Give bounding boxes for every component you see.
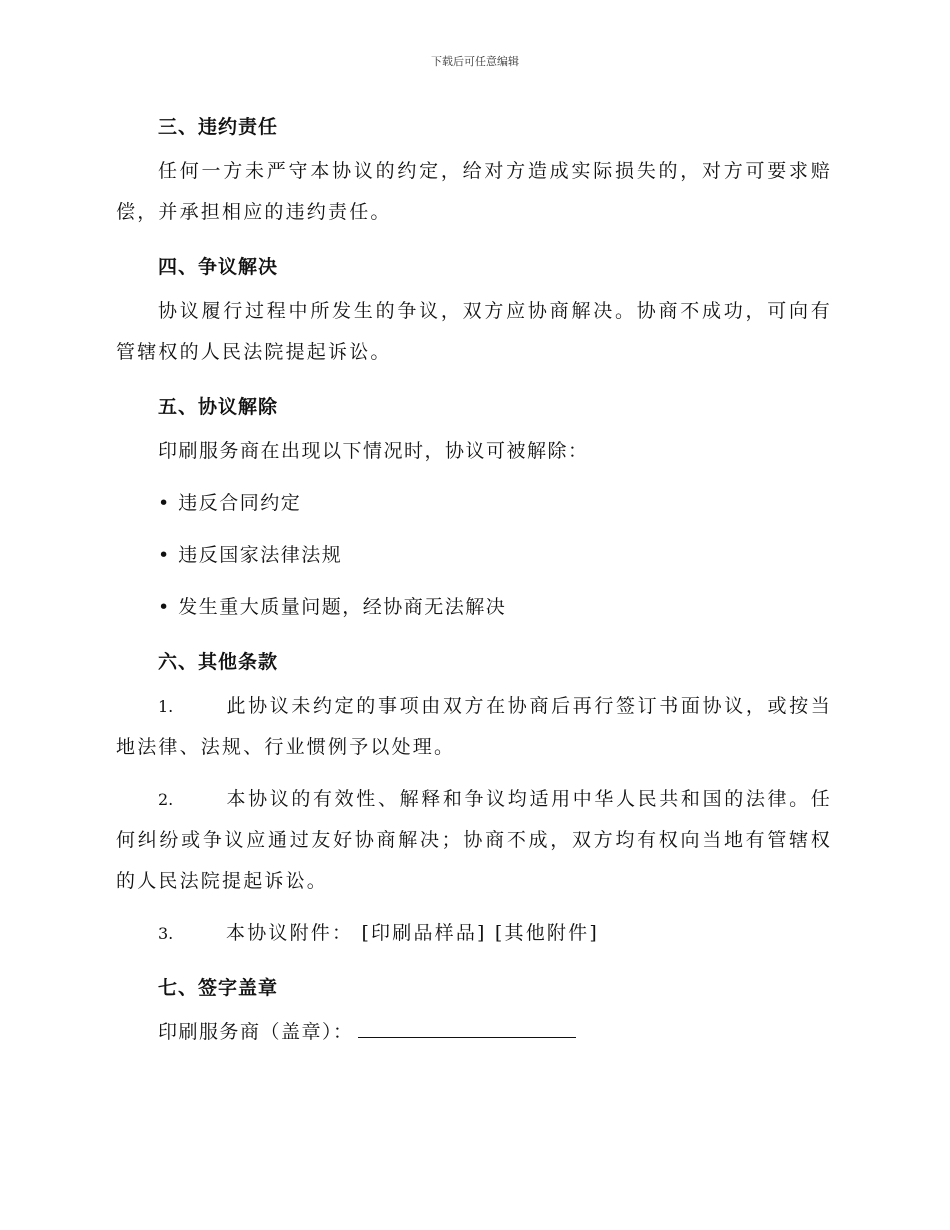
section-4-body: 协议履行过程中所发生的争议，双方应协商解决。协商不成功，可向有管辖权的人民法院提起诉讼。	[116, 300, 832, 363]
clause-3	[116, 913, 832, 954]
clause-text: 此协议未约定的事项由双方在协商后再行签订书面协议，或按当地法律、法规、行业惯例予以处理。	[116, 695, 832, 758]
clause-text: 本协议附件： [印刷品样品] [其他附件]	[226, 922, 599, 944]
clause-2	[116, 779, 832, 902]
section-6-title: 六、其他条款	[158, 651, 279, 673]
clause-text: 本协议的有效性、解释和争议均适用中华人民共和国的法律。任何纠纷或争议应通过友好协商解决；协商不成，双方均有权向当地有管辖权的人民法院提起诉讼。	[116, 788, 832, 892]
document-body	[116, 104, 832, 1064]
clause-1	[116, 686, 832, 768]
signature-label: 印刷服务商（盖章）：	[158, 1021, 354, 1043]
page-header: 下载后可任意编辑	[431, 55, 519, 68]
list-item: • 违反合同约定	[158, 492, 302, 514]
clause-number: 1.	[158, 697, 174, 716]
clause-number: 2.	[158, 790, 174, 809]
signature-line[interactable]	[358, 1017, 576, 1038]
section-7-title: 七、签字盖章	[158, 977, 279, 999]
list-item: • 违反国家法律法规	[158, 544, 343, 566]
section-3-title: 三、违约责任	[158, 116, 279, 138]
clause-number: 3.	[158, 924, 174, 943]
section-3-body: 任何一方未严守本协议的约定，给对方造成实际损失的，对方可要求赔偿，并承担相应的违约责任。	[116, 160, 832, 223]
section-5-title: 五、协议解除	[158, 396, 279, 418]
list-item: • 发生重大质量问题，经协商无法解决	[158, 596, 507, 618]
section-5-intro: 印刷服务商在出现以下情况时，协议可被解除：	[158, 440, 589, 462]
signature-row	[158, 1012, 832, 1053]
section-4-title: 四、争议解决	[158, 256, 279, 278]
